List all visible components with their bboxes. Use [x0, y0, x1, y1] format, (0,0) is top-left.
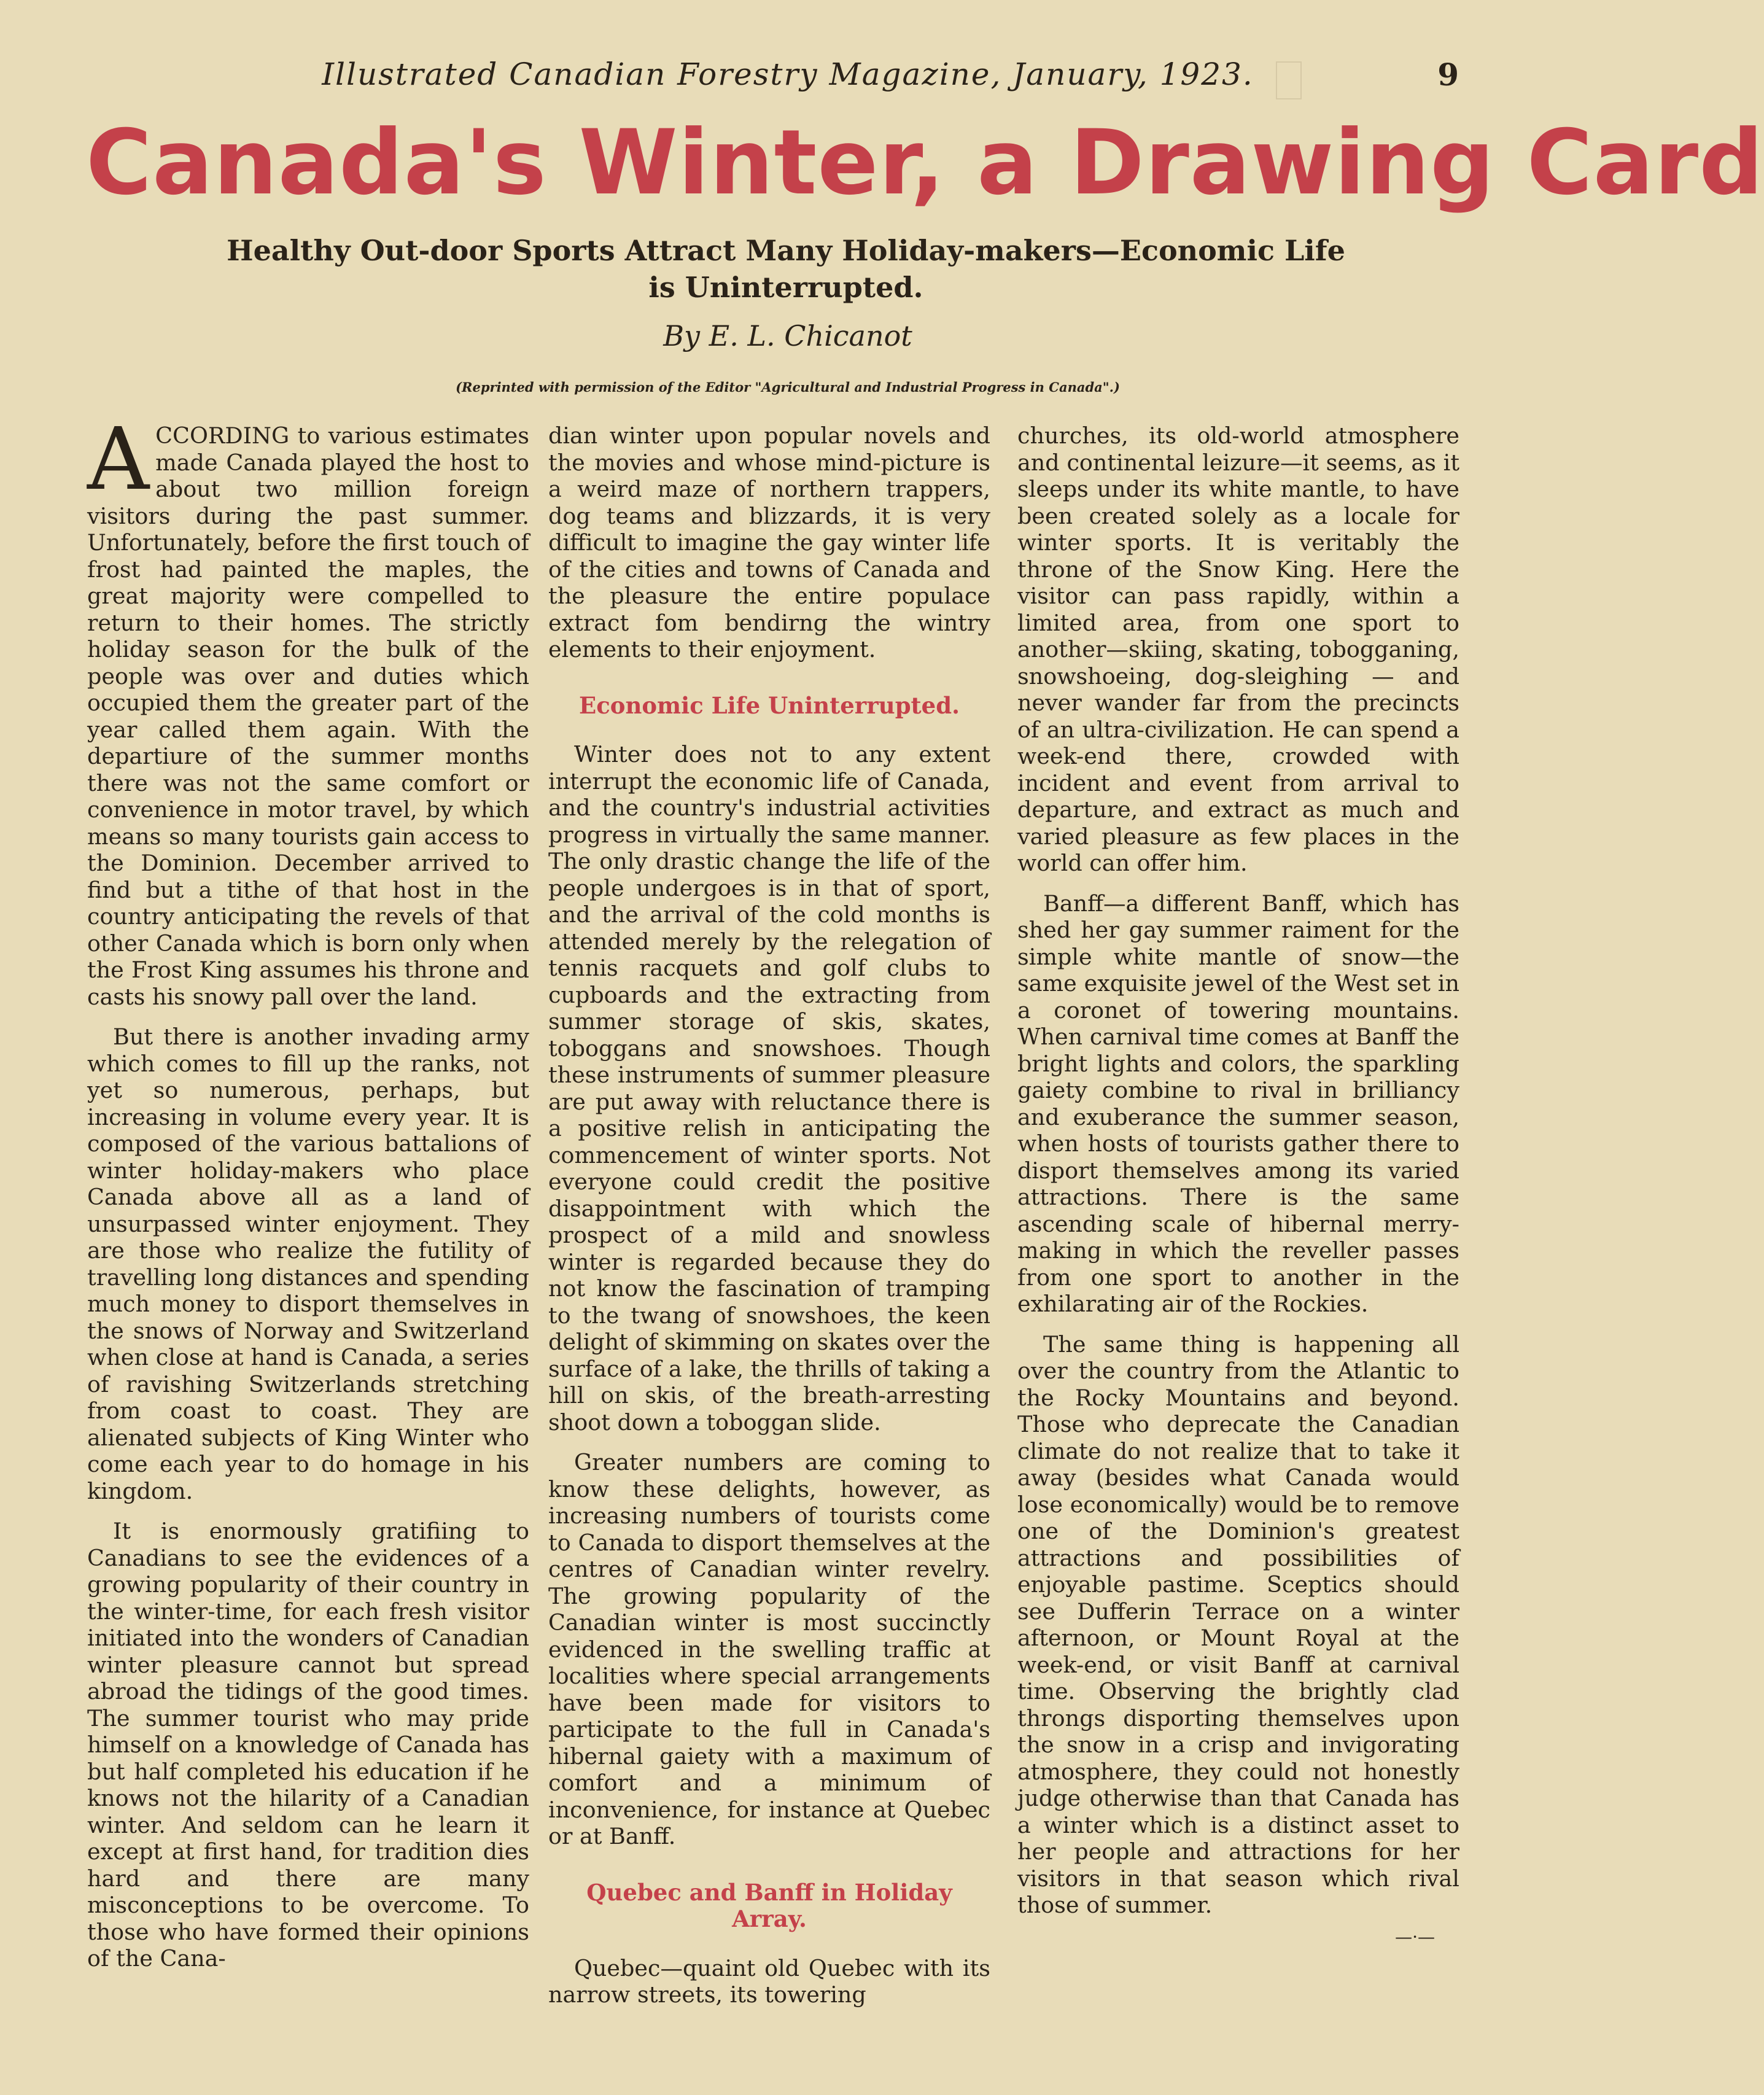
paragraph [87, 410, 529, 1010]
column-2 [548, 422, 990, 2022]
paragraph: It is enormously gratifiing to Canadians to see the evidences of a growing popularity of their country in the winter-time, for each fresh visitor initiated into the wonders of Canadian winter pleasure cannot but spread abroad the tidings of the good times. The summer tourist who may pride himself on a knowledge of Canada has but half completed his education if he knows not the hilarity of a Canadian winter. And seldom can he learn it except at first hand, for tradition dies hard and there are many misconceptions to be overcome. To those who have formed their opinions of the Cana- [87, 1518, 529, 1972]
paragraph: Quebec—quaint old Quebec with its narrow streets, its towering [548, 1954, 990, 2008]
paragraph: churches, its old-world atmosphere and continental leizure—it seems, as it sleeps under its white mantle, to have been created solely as a locale for winter sports. It is veritably the throne of the Snow King. Here the visitor can pass rapidly, within a limited area, from one sport to another—skiing, skating, tobogganing, snowshoeing, dog-sleighing — and never wander far from the precincts of an ultra-civilization. He can spend a week-end there, crowded with incident and event from arrival to departure, and extract as much and varied pleasure as few places in the world can offer him. [1017, 422, 1459, 876]
page-number: 9 [1437, 56, 1459, 93]
paragraph: Winter does not to any extent interrupt the economic life of Canada, and the country's industrial activities progress in virtually the same manner. The only drastic change the life of the people undergoes is in that of sport, and the arrival of the cold months is attended merely by the relegation of tennis racquets and golf clubs to cupboards and the extracting from summer storage of skis, skates, toboggans and snowshoes. Though these instruments of summer pleasure are put away with reluctance there is a positive relish in anticipating the commencement of winter sports. Not everyone could credit the positive disappointment with which the prospect of a mild and snowless winter is regarded because they do not know the fascination of tramping to the twang of snowshoes, the keen delight of skimming on skates over the surface of a lake, the thrills of taking a hill on skis, of the breath-arresting shoot down a toboggan slide. [548, 741, 990, 1436]
paragraph: Banff—a different Banff, which has shed her gay summer raiment for the simple white mantle of snow—the same exquisite jewel of the West set in a coronet of towering mountains. When carnival time comes at Banff the bright lights and colors, the sparkling gaiety combine to rival in brilliancy and exuberance the summer season, when hosts of tourists gather there to disport themselves among its varied attractions. There is the same ascending scale of hibernal merry-making in which the reveller passes from one sport to another in the exhilarating air of the Rockies. [1017, 890, 1459, 1317]
column-3 [1017, 422, 1459, 1950]
section-heading: Economic Life Uninterrupted. [579, 691, 960, 719]
paragraph-text: CCORDING to various estimates made Canada played the host to about two million foreign visitors during the past summer. Unfortunately, before the first touch of frost had painted the maples, the great majority were compelled to return to their homes. The strictly holiday season for the bulk of the people was over and duties which occupied them the greater part of the year called them again. With the departiure of the summer months there was not the same comfort or convenience in motor travel, by which means so many tourists gain access to the Dominion. December arrived to find but a tithe of that host in the country anticipating the revels of that other Canada which is born only when the Frost King assumes his throne and casts his snowy pall over the land. [87, 422, 529, 1010]
running-head: Illustrated Canadian Forestry Magazine, January, 1923. [322, 56, 1254, 92]
print-smudge [1276, 61, 1302, 99]
paragraph: dian winter upon popular novels and the movies and whose mind-picture is a weird maze of northern trappers, dog teams and blizzards, it is very difficult to imagine the gay winter life of the cities and towns of Canada and the pleasure the entire populace extract fom bendirng the wintry elements to their enjoyment. [548, 422, 990, 663]
article-subtitle: Healthy Out-door Sports Attract Many Holiday-makers—Economic Life is Uninterrupted. [227, 234, 1345, 304]
byline: By E. L. Chicanot [663, 319, 912, 352]
section-heading: Quebec and Banff in Holiday Array. [586, 1878, 952, 1932]
paragraph: The same thing is happening all over the country from the Atlantic to the Rocky Mountains and beyond. Those who deprecate the Canadian climate do not realize that to take it away (besides what Canada would lose economically) would be to remove one of the Dominion's greatest attractions and possibilities of enjoyable pastime. Sceptics should see Dufferin Terrace on a winter afternoon, or Mount Royal at the week-end, or visit Banff at carnival time. Observing the brightly clad throngs disporting themselves upon the snow in a crisp and invigorating atmosphere, they could not honestly judge otherwise than that Canada has a winter which is a distinct asset to her people and attractions for her visitors in that season which rival those of summer. [1017, 1331, 1459, 1918]
column-1 [87, 410, 529, 1986]
paragraph: But there is another invading army which comes to fill up the ranks, not yet so numerous, perhaps, but increasing in volume every year. It is composed of the various battalions of winter holiday-makers who place Canada above all as a land of unsurpassed winter enjoyment. They are those who realize the futility of travelling long distances and spending much money to disport themselves in the snows of Norway and Switzerland when close at hand is Canada, a series of ravishing Switzerlands stretching from coast to coast. They are alienated subjects of King Winter who come each year to do homage in his kingdom. [87, 1024, 529, 1504]
reprint-note: (Reprinted with permission of the Editor "Agricultural and Industrial Progress in Canada".) [456, 379, 1120, 395]
end-mark: —·— [1395, 1926, 1435, 1947]
article-title: Canada's Winter, a Drawing Card [86, 111, 1764, 215]
paragraph: Greater numbers are coming to know these delights, however, as increasing numbers of tourists come to Canada to disport themselves at the centres of Canadian winter revelry. The growing popularity of the Canadian winter is most succinctly evidenced in the swelling traffic at localities where special arrangements have been made for visitors to participate to the full in Canada's hibernal gaiety with a maximum of comfort and a minimum of inconvenience, for instance at Quebec or at Banff. [548, 1449, 990, 1849]
drop-cap: A [87, 410, 150, 510]
